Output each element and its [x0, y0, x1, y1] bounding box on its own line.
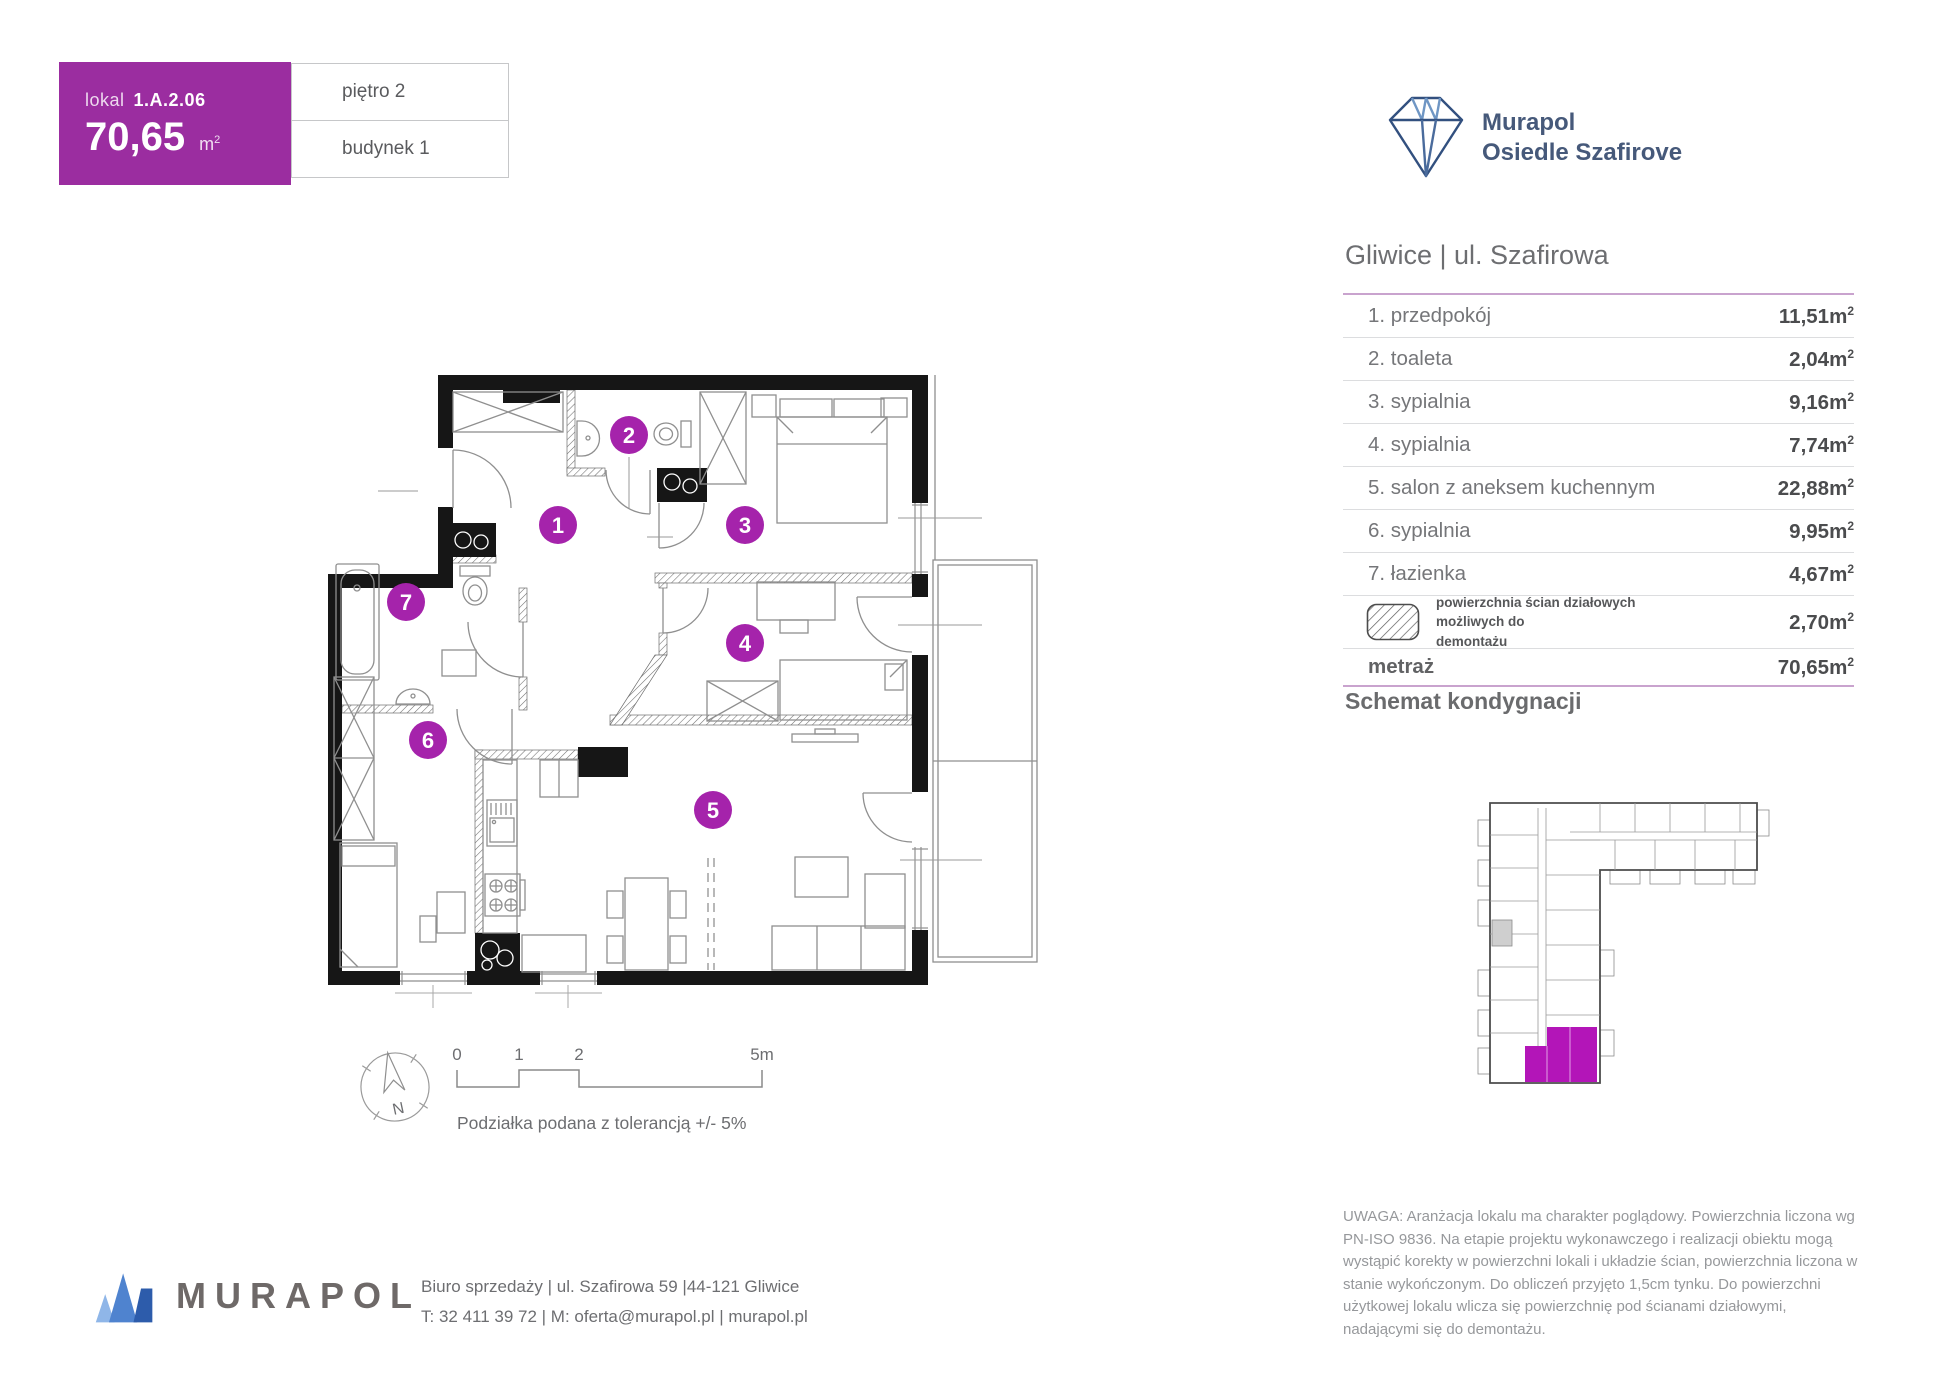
floor-plan: [300, 360, 1090, 1020]
room-rows: [1343, 295, 1854, 596]
building-cell: budynek 1: [342, 138, 430, 159]
room-area: $11,51m^2$: [1778, 303, 1854, 328]
room-row: [1343, 381, 1854, 424]
scale-caption: Podziałka podana z tolerancją +/- 5%: [457, 1113, 747, 1133]
brand-logo: [1386, 92, 1682, 184]
doors: [453, 450, 912, 842]
room-row: [1343, 553, 1854, 596]
footer-logo: [92, 1266, 421, 1326]
room-label: 6. sypialnia: [1368, 519, 1471, 542]
schemat-title: Schemat kondygnacji: [1345, 688, 1582, 714]
room-marker-number: 2: [622, 423, 636, 448]
floor-building-box: [291, 63, 509, 178]
murapol-logo-icon: [92, 1266, 158, 1326]
footer-wordmark: MURAPOL: [176, 1275, 421, 1316]
footer-phone-email: T: 32 411 39 72 | M: oferta@murapol.pl | murapol.pl: [421, 1306, 808, 1326]
footer-address: Biuro sprzedaży | ul. Szafirowa 59 |44-121 Gliwice: [421, 1277, 800, 1296]
room-label: 1. przedpokój: [1368, 304, 1492, 327]
room-label: 7. łazienka: [1368, 562, 1467, 585]
scale-bar: [457, 1070, 762, 1087]
lokal-number: 1.A.2.06: [133, 90, 206, 110]
diamond-icon: [1386, 92, 1466, 184]
room-label: 3. sypialnia: [1368, 390, 1471, 413]
footer-contact: [421, 1272, 808, 1332]
hatch-swatch-icon: [1366, 603, 1420, 641]
unit-area-value: 70,65: [85, 115, 186, 159]
brand-name: [1482, 108, 1682, 168]
total-label: metraż: [1368, 655, 1435, 678]
unit-info-box: [59, 62, 291, 185]
room-label: 5. salon z aneksem kuchennym: [1368, 476, 1656, 499]
scale-tick-label: 1: [514, 1045, 524, 1064]
lokal-label: lokal: [85, 90, 125, 110]
room-area: $22,88m^2$: [1777, 475, 1854, 500]
room-marker-number: 7: [399, 590, 413, 615]
demolishable-row: [1343, 596, 1854, 649]
furniture: [334, 392, 907, 972]
room-label: 4. sypialnia: [1368, 433, 1471, 456]
unit-area-line: [85, 117, 291, 157]
room-row: [1343, 424, 1854, 467]
room-area: $7,74m^2$: [1789, 432, 1854, 457]
room-markers: [387, 416, 764, 829]
room-area: $4,67m^2$: [1789, 561, 1854, 586]
room-row: [1343, 338, 1854, 381]
building-schematic: [1450, 780, 1790, 1100]
rooms-table: [1343, 293, 1854, 687]
svg-text:N: N: [391, 1099, 406, 1119]
room-row: [1343, 510, 1854, 553]
brand-name-line2: Osiedle Szafirove: [1482, 139, 1683, 166]
compass-icon: [354, 1046, 435, 1128]
scale-labels: [452, 1045, 774, 1064]
room-area: $2,04m^2$: [1789, 346, 1854, 371]
scale-and-compass: [280, 1030, 800, 1145]
scale-tick-label: 5m: [750, 1045, 774, 1064]
balcony: [933, 375, 1037, 962]
disclaimer-text: UWAGA: Aranżacja lokalu ma charakter poglądowy. Powierzchnia liczona wg PN-ISO 9836. Na etapie projektu wykonawczego i realizacji obiektu mogą wystąpić korekty w powierzchni lokali i układzie ścian, powierzchnia liczona w stanie wykończonym. Do obliczeń przyjęto 1,5cm tynku. Do powierzchni użytkowej lokalu wlicza się powierzchnię pod ścianami działowymi, nadającymi się do demontażu.: [1343, 1208, 1858, 1338]
total-area: $70,65m^2$: [1777, 654, 1854, 679]
room-marker-number: 5: [706, 798, 720, 823]
location-heading: Gliwice | ul. Szafirowa: [1345, 240, 1609, 270]
room-row: [1343, 295, 1854, 338]
room-marker-number: 6: [421, 728, 435, 753]
walls: [328, 375, 928, 985]
floor-cell: piętro 2: [292, 64, 508, 121]
room-label: 2. toaleta: [1368, 347, 1453, 370]
demolishable-label: powierzchnia ścian działowych możliwych do demontażu: [1436, 594, 1636, 649]
unit-number-line: [85, 90, 291, 111]
room-area: $9,95m^2$: [1789, 518, 1854, 543]
demolishable-area: $2,70m^2$: [1789, 609, 1854, 634]
room-marker-number: 3: [738, 513, 752, 538]
room-area: $9,16m^2$: [1789, 389, 1854, 414]
demolishable-walls: [342, 390, 912, 933]
brand-name-line1: Murapol: [1482, 109, 1576, 136]
unit-area-unit: $m^2$: [199, 134, 221, 154]
scale-tick-label: 0: [452, 1045, 462, 1064]
room-marker-number: 1: [551, 513, 565, 538]
room-marker-number: 4: [738, 631, 752, 656]
room-row: [1343, 467, 1854, 510]
stair-core: [1492, 920, 1512, 946]
scale-tick-label: 2: [574, 1045, 584, 1064]
total-row: [1343, 649, 1854, 687]
